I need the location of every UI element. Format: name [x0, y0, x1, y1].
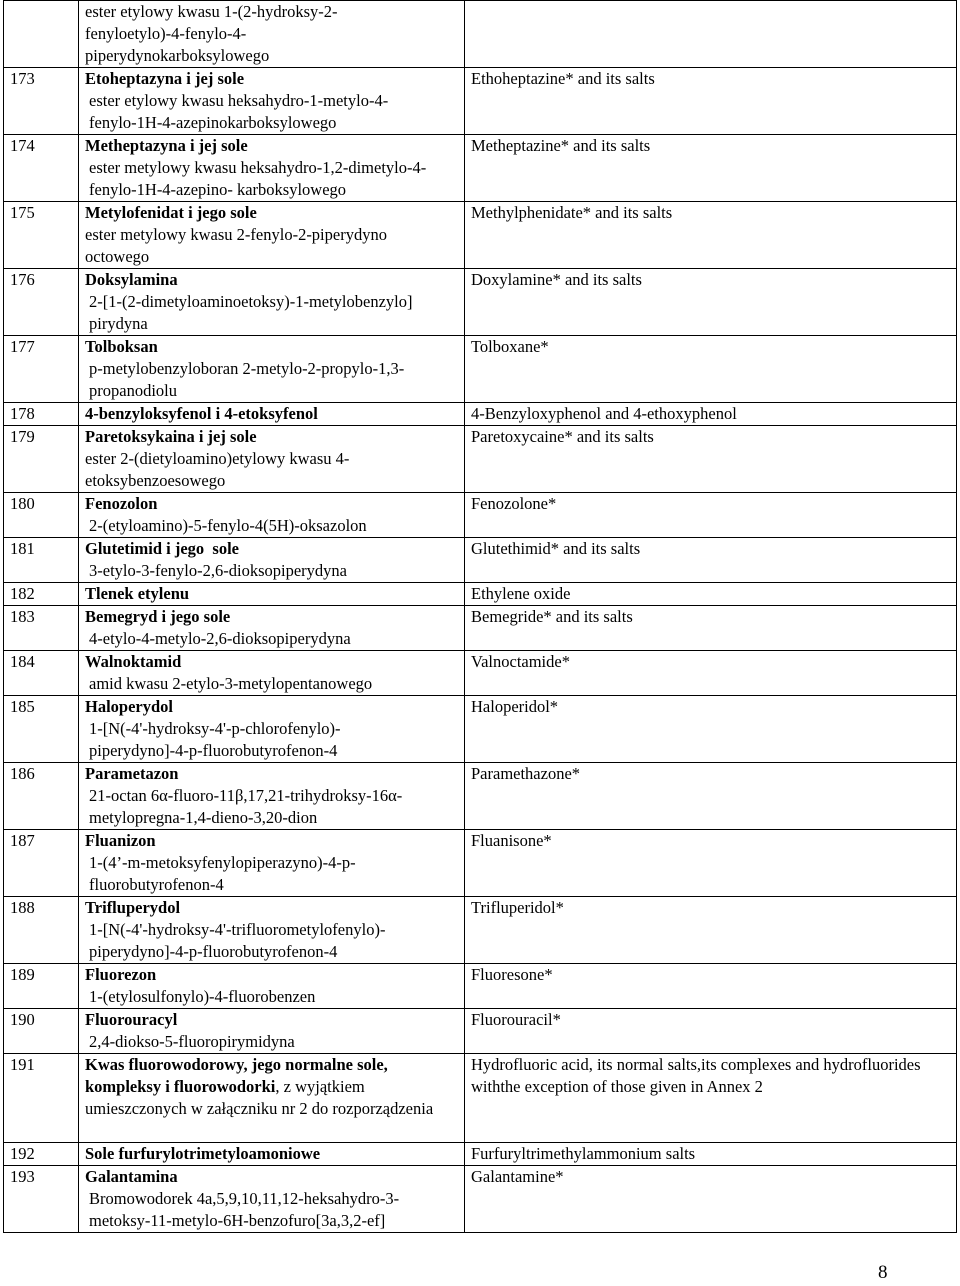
table-row — [4, 1009, 957, 1054]
row-number: 173 — [4, 68, 79, 135]
polish-name-cell — [79, 426, 465, 493]
polish-name-cell — [79, 269, 465, 336]
english-name: Haloperidol* — [465, 696, 957, 763]
polish-substance-name: Paretoksykaina i jej sole — [85, 427, 257, 446]
row-number: 177 — [4, 336, 79, 403]
polish-name-cell — [79, 493, 465, 538]
polish-substance-name: Galantamina — [85, 1167, 178, 1186]
polish-name-cell — [79, 897, 465, 964]
polish-name-cell — [79, 1009, 465, 1054]
polish-substance-name: Doksylamina — [85, 270, 178, 289]
polish-chemical-name: , z wyjątkiem umieszczonych w załączniku nr 2 do rozporządzenia — [85, 1077, 434, 1118]
polish-chemical-name: ester etylowy kwasu 1-(2-hydroksy-2-fenyloetylo)-4-fenylo-4-piperydynokarboksylowego — [85, 2, 338, 65]
polish-substance-name: Parametazon — [85, 764, 179, 783]
english-name: Furfuryltrimethylammonium salts — [465, 1143, 957, 1166]
polish-name-cell — [79, 964, 465, 1009]
row-number: 191 — [4, 1054, 79, 1143]
polish-chemical-name: 1-[N(-4'-hydroksy-4'-trifluorometylofenylo)-piperydyno]-4-p-fluorobutyrofenon-4 — [89, 920, 386, 961]
polish-substance-name: Bemegryd i jego sole — [85, 607, 231, 626]
table-row — [4, 68, 957, 135]
english-name: Paretoxycaine* and its salts — [465, 426, 957, 493]
table-row — [4, 583, 957, 606]
polish-chemical-name: 2-[1-(2-dimetyloaminoetoksy)-1-metylobenzylo] pirydyna — [89, 292, 413, 333]
polish-substance-name: Walnoktamid — [85, 652, 182, 671]
english-name: Ethoheptazine* and its salts — [465, 68, 957, 135]
row-number: 179 — [4, 426, 79, 493]
polish-name-cell — [79, 1, 465, 68]
english-name: Paramethazone* — [465, 763, 957, 830]
english-name: Doxylamine* and its salts — [465, 269, 957, 336]
polish-name-cell — [79, 336, 465, 403]
table-row — [4, 763, 957, 830]
polish-name-cell — [79, 1054, 465, 1143]
polish-name-cell — [79, 202, 465, 269]
polish-chemical-name: ester 2-(dietyloamino)etylowy kwasu 4-etoksybenzoesowego — [85, 449, 350, 490]
polish-entry-text — [85, 1054, 440, 1120]
polish-chemical-name: ester metylowy kwasu heksahydro-1,2-dimetylo-4-fenylo-1H-4-azepino- karboksylowego — [89, 158, 427, 199]
polish-name-cell — [79, 696, 465, 763]
polish-chemical-name: ester metylowy kwasu 2-fenylo-2-piperydyno octowego — [85, 225, 387, 266]
english-name: Methylphenidate* and its salts — [465, 202, 957, 269]
polish-substance-name: Etoheptazyna i jej sole — [85, 69, 245, 88]
page-number: 8 — [878, 1262, 888, 1283]
row-number: 184 — [4, 651, 79, 696]
english-name: 4-Benzyloxyphenol and 4-ethoxyphenol — [465, 403, 957, 426]
table-row — [4, 606, 957, 651]
polish-chemical-name: amid kwasu 2-etylo-3-metylopentanowego — [89, 674, 373, 693]
row-number: 176 — [4, 269, 79, 336]
table-row — [4, 269, 957, 336]
row-number: 193 — [4, 1166, 79, 1233]
row-number: 183 — [4, 606, 79, 651]
table-row — [4, 403, 957, 426]
polish-chemical-name: ester etylowy kwasu heksahydro-1-metylo-4-fenylo-1H-4-azepinokarboksylowego — [89, 91, 389, 132]
polish-chemical-name: Bromowodorek 4a,5,9,10,11,12-heksahydro-3-metoksy-11-metylo-6H-benzofuro[3a,3,2-ef] — [89, 1189, 400, 1230]
table-row — [4, 1054, 957, 1143]
polish-substance-name: Sole furfurylotrimetyloamoniowe — [85, 1144, 321, 1163]
polish-chemical-name: 2-(etyloamino)-5-fenylo-4(5H)-oksazolon — [89, 516, 367, 535]
table-row — [4, 202, 957, 269]
row-number — [4, 1, 79, 68]
polish-substance-name: 4-benzyloksyfenol i 4-etoksyfenol — [85, 404, 318, 423]
polish-name-cell — [79, 403, 465, 426]
polish-name-cell — [79, 1143, 465, 1166]
polish-chemical-name: 4-etylo-4-metylo-2,6-dioksopiperydyna — [89, 629, 351, 648]
row-number: 178 — [4, 403, 79, 426]
row-number: 188 — [4, 897, 79, 964]
english-name — [465, 1, 957, 68]
polish-name-cell — [79, 583, 465, 606]
row-number: 180 — [4, 493, 79, 538]
row-number: 186 — [4, 763, 79, 830]
table-row — [4, 696, 957, 763]
polish-name-cell — [79, 830, 465, 897]
english-name: Galantamine* — [465, 1166, 957, 1233]
polish-substance-name: Fluanizon — [85, 831, 156, 850]
english-name: Metheptazine* and its salts — [465, 135, 957, 202]
polish-chemical-name: 3-etylo-3-fenylo-2,6-dioksopiperydyna — [89, 561, 347, 580]
row-number: 175 — [4, 202, 79, 269]
table-row — [4, 135, 957, 202]
polish-substance-name: Fenozolon — [85, 494, 158, 513]
english-name: Fenozolone* — [465, 493, 957, 538]
english-name: Tolboxane* — [465, 336, 957, 403]
polish-substance-name: Tolboksan — [85, 337, 158, 356]
table-row — [4, 493, 957, 538]
polish-substance-name: Metheptazyna i jej sole — [85, 136, 248, 155]
english-name: Fluanisone* — [465, 830, 957, 897]
table-row — [4, 1143, 957, 1166]
substance-table — [3, 0, 957, 1233]
polish-substance-name: Glutetimid i jego sole — [85, 539, 239, 558]
english-name: Glutethimid* and its salts — [465, 538, 957, 583]
table-row — [4, 651, 957, 696]
polish-chemical-name: 2,4-diokso-5-fluoropirymidyna — [89, 1032, 295, 1051]
english-name: Ethylene oxide — [465, 583, 957, 606]
polish-substance-name: Fluorezon — [85, 965, 157, 984]
polish-chemical-name: 1-[N(-4'-hydroksy-4'-p-chlorofenylo)-piperydyno]-4-p-fluorobutyrofenon-4 — [89, 719, 341, 760]
row-number: 187 — [4, 830, 79, 897]
polish-substance-name: Kwas fluorowodorowy, jego normalne sole, kompleksy i fluorowodorki — [85, 1055, 388, 1096]
row-number: 185 — [4, 696, 79, 763]
row-number: 192 — [4, 1143, 79, 1166]
polish-substance-name: Metylofenidat i jego sole — [85, 203, 257, 222]
polish-name-cell — [79, 538, 465, 583]
english-name: Trifluperidol* — [465, 897, 957, 964]
polish-substance-name: Trifluperydol — [85, 898, 181, 917]
polish-chemical-name: 1-(4’-m-metoksyfenylopiperazyno)-4-p-fluorobutyrofenon-4 — [89, 853, 356, 894]
row-number: 182 — [4, 583, 79, 606]
english-name: Fluoresone* — [465, 964, 957, 1009]
row-number: 181 — [4, 538, 79, 583]
polish-substance-name: Fluorouracyl — [85, 1010, 178, 1029]
row-number: 189 — [4, 964, 79, 1009]
english-name: Hydrofluoric acid, its normal salts,its complexes and hydrofluorides withthe exception of those given in Annex 2 — [465, 1054, 957, 1143]
polish-chemical-name: p-metylobenzyloboran 2-metylo-2-propylo-1,3-propanodiolu — [89, 359, 405, 400]
polish-name-cell — [79, 68, 465, 135]
table-row — [4, 964, 957, 1009]
polish-chemical-name: 1-(etylosulfonylo)-4-fluorobenzen — [89, 987, 316, 1006]
english-name: Fluorouracil* — [465, 1009, 957, 1054]
polish-substance-name: Tlenek etylenu — [85, 584, 190, 603]
table-row — [4, 1166, 957, 1233]
row-number: 190 — [4, 1009, 79, 1054]
english-name: Valnoctamide* — [465, 651, 957, 696]
polish-name-cell — [79, 1166, 465, 1233]
table-row — [4, 336, 957, 403]
polish-name-cell — [79, 606, 465, 651]
table-row — [4, 830, 957, 897]
polish-name-cell — [79, 763, 465, 830]
table-row — [4, 1, 957, 68]
table-row — [4, 426, 957, 493]
english-name: Bemegride* and its salts — [465, 606, 957, 651]
polish-name-cell — [79, 651, 465, 696]
table-row — [4, 538, 957, 583]
polish-name-cell — [79, 135, 465, 202]
table-row — [4, 897, 957, 964]
polish-substance-name: Haloperydol — [85, 697, 174, 716]
polish-chemical-name: 21-octan 6α-fluoro-11β,17,21-trihydroksy-16α-metylopregna-1,4-dieno-3,20-dion — [89, 786, 403, 827]
row-number: 174 — [4, 135, 79, 202]
